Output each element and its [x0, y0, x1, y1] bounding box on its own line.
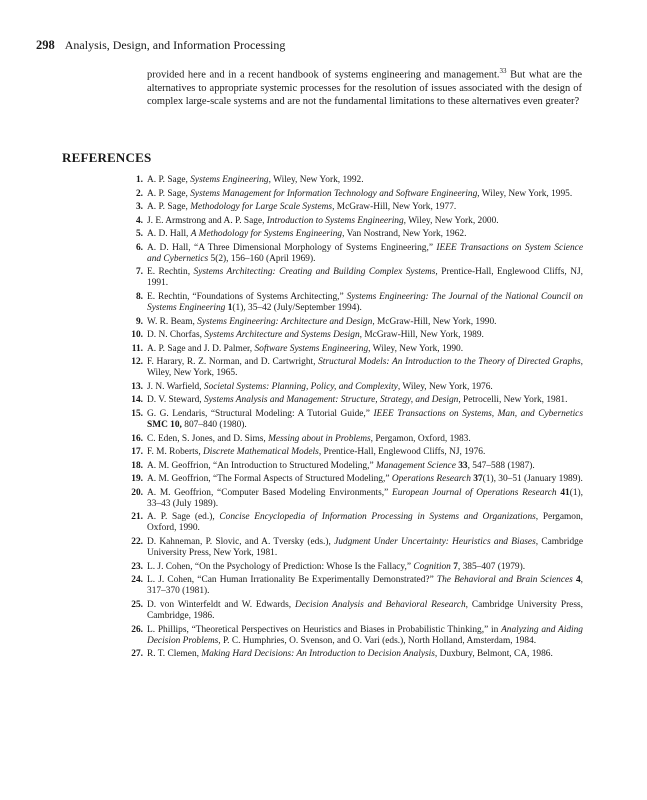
reference-title: Introduction to Systems Engineering — [266, 215, 404, 226]
reference-text: C. Eden, S. Jones, and D. Sims, — [147, 433, 269, 444]
reference-item — [131, 357, 583, 379]
reference-item — [131, 202, 583, 213]
reference-number: 27. — [131, 649, 143, 660]
reference-item — [131, 409, 583, 431]
reference-number: 9. — [135, 316, 143, 327]
reference-item — [131, 330, 583, 341]
reference-number: 23. — [131, 561, 143, 572]
reference-number: 3. — [135, 202, 143, 212]
reference-title: Analyzing and Aiding Decision Problems — [147, 624, 583, 646]
reference-item — [131, 175, 583, 186]
reference-item — [131, 395, 583, 406]
reference-number: 1. — [135, 175, 143, 185]
reference-title: Discrete Mathematical Models — [203, 447, 319, 458]
reference-item — [131, 216, 583, 227]
reference-title: IEEE Transactions on Systems, Man, and Cybernetics — [373, 408, 583, 419]
reference-text: , Petrocelli, New York, 1981. — [458, 395, 568, 406]
reference-number: 10. — [131, 330, 143, 341]
reference-text: D. von Winterfeldt and W. Edwards, — [147, 599, 295, 610]
reference-text: R. T. Clemen, — [147, 649, 202, 660]
reference-text: L. Phillips, “Theoretical Perspectives on Heuristics and Biases in Probabilistic Thinking,” in — [147, 624, 502, 635]
reference-item — [131, 243, 583, 265]
reference-title: Messing about in Problems — [268, 433, 371, 444]
reference-item — [131, 229, 583, 240]
reference-item — [131, 344, 583, 355]
reference-title: Systems Architecture and Systems Design — [204, 330, 360, 341]
reference-title: Systems Engineering — [190, 175, 269, 185]
reference-title: Management Science — [375, 460, 456, 471]
reference-text: E. Rechtin, “Foundations of Systems Architecting,” — [147, 291, 347, 302]
running-title: Analysis, Design, and Information Processing — [64, 38, 286, 52]
reference-title: European Journal of Operations Research — [392, 487, 557, 498]
reference-number: 15. — [131, 408, 143, 419]
reference-text: A. M. Geoffrion, “Computer Based Modeling Environments,” — [147, 487, 392, 498]
reference-number: 22. — [131, 536, 143, 547]
reference-title: The Behavioral and Brain Sciences — [436, 575, 573, 586]
reference-text: , McGraw-Hill, New York, 1989. — [359, 330, 484, 341]
reference-item — [131, 292, 583, 314]
reference-title: Societal Systems: Planning, Policy, and Complexity — [203, 381, 398, 392]
reference-text: (1), 30–51 (January 1989). — [482, 474, 583, 485]
reference-number: 11. — [131, 343, 143, 354]
reference-text: A. M. Geoffrion, “An Introduction to Structured Modeling,” — [147, 460, 376, 471]
reference-volume: 33 — [458, 460, 468, 471]
reference-text: , Wiley, New York, 1992. — [268, 175, 364, 185]
reference-text: A. P. Sage and J. D. Palmer, — [147, 343, 255, 354]
reference-title: Software Systems Engineering — [254, 343, 369, 354]
reference-text: A. P. Sage (ed.), — [147, 512, 220, 523]
reference-text: L. J. Cohen, “On the Psychology of Prediction: Whose Is the Fallacy,” — [147, 561, 414, 572]
reference-text: , Pergamon, Oxford, 1983. — [370, 433, 471, 444]
reference-title: Cognition — [413, 561, 451, 572]
reference-text: L. J. Cohen, “Can Human Irrationality Be Experimentally Demonstrated?” — [147, 575, 437, 586]
reference-text: 807–840 (1980). — [181, 420, 247, 431]
reference-text: , Prentice-Hall, Englewood Cliffs, NJ, 1976. — [318, 447, 486, 458]
reference-item — [131, 267, 583, 289]
reference-item — [131, 382, 583, 393]
reference-text: , P. C. Humphries, O. Svenson, and O. Vari (eds.), North Holland, Amsterdam, 1984. — [218, 635, 537, 646]
reference-number: 20. — [131, 487, 143, 498]
reference-title: Making Hard Decisions: An Introduction to Decision Analysis — [201, 649, 435, 660]
reference-number: 21. — [131, 512, 143, 523]
reference-number: 26. — [131, 624, 143, 635]
reference-title: Systems Management for Information Technology and Software Engineering — [190, 188, 478, 199]
reference-text: F. M. Roberts, — [147, 447, 204, 458]
reference-volume: 7 — [453, 561, 458, 572]
reference-text: A. P. Sage, — [147, 188, 191, 199]
reference-text: W. R. Beam, — [147, 316, 198, 327]
reference-title: IEEE Transactions on System Science and Cybernetics — [147, 242, 583, 264]
reference-title: Structural Models: An Introduction to the Theory of Directed Graphs — [318, 357, 581, 368]
reference-text: G. G. Lendaris, “Structural Modeling: A Tutorial Guide,” — [147, 408, 374, 419]
reference-text: , Wiley, New York, 1990. — [368, 343, 464, 354]
reference-title: Concise Encyclopedia of Information Processing in Systems and Organizations — [219, 512, 536, 523]
reference-item — [131, 488, 583, 510]
reference-text: , Wiley, New York, 2000. — [403, 215, 499, 226]
reference-number: 17. — [131, 447, 143, 458]
reference-text: A. M. Geoffrion, “The Formal Aspects of Structured Modeling,” — [147, 474, 392, 485]
running-header — [36, 38, 285, 53]
reference-text: E. Rechtin, — [147, 267, 194, 278]
page-number: 298 — [36, 38, 55, 52]
reference-title: Judgment Under Uncertainty: Heuristics and Biases — [334, 536, 536, 547]
reference-text: , Van Nostrand, New York, 1962. — [342, 229, 467, 239]
reference-text: A. D. Hall, — [147, 229, 191, 239]
reference-text: (1), 35–42 (July/September 1994). — [232, 303, 362, 314]
reference-title: Methodology for Large Scale Systems — [190, 202, 333, 212]
reference-title: Systems Engineering: Architecture and Design — [197, 316, 373, 327]
reference-text: , McGraw-Hill, New York, 1990. — [372, 316, 497, 327]
reference-item — [131, 461, 583, 472]
reference-text: 5(2), 156–160 (April 1969). — [208, 253, 316, 264]
reference-number: 25. — [131, 599, 143, 610]
reference-text: , Duxbury, Belmont, CA, 1986. — [434, 649, 553, 660]
reference-text: J. E. Armstrong and A. P. Sage, — [147, 215, 267, 226]
reference-number: 16. — [131, 433, 143, 444]
reference-item — [131, 562, 583, 573]
reference-number: 19. — [131, 474, 143, 485]
intro-paragraph — [147, 65, 582, 108]
reference-list — [131, 175, 583, 663]
reference-item — [131, 575, 583, 597]
reference-number: 14. — [131, 395, 143, 406]
reference-text: , Prentice-Hall, Englewood Cliffs, NJ, 1991. — [147, 267, 583, 289]
reference-item — [131, 447, 583, 458]
reference-text: D. N. Chorfas, — [147, 330, 205, 341]
reference-item — [131, 649, 583, 660]
reference-number: 7. — [135, 267, 143, 278]
reference-number: 18. — [131, 460, 143, 471]
reference-text: , Cambridge University Press, Cambridge, 1986. — [147, 599, 583, 622]
reference-title: Systems Engineering: The Journal of the National Council on Systems Engineering — [147, 291, 583, 314]
reference-item — [131, 434, 583, 445]
reference-text: , Pergamon, Oxford, 1990. — [147, 512, 584, 534]
references-heading: REFERENCES — [62, 150, 152, 165]
reference-item — [131, 189, 583, 200]
reference-number: 13. — [131, 381, 143, 392]
intro-text: provided here and in a recent handbook of systems engineering and management. — [147, 69, 500, 81]
reference-title: Systems Analysis and Management: Structure, Strategy, and Design — [203, 395, 459, 406]
reference-item — [131, 625, 583, 647]
footnote-marker: 33 — [499, 67, 507, 75]
reference-item — [131, 317, 583, 328]
reference-volume: SMC 10, — [147, 420, 182, 431]
reference-text: , McGraw-Hill, New York, 1977. — [332, 202, 457, 212]
reference-text: A. D. Hall, “A Three Dimensional Morphology of Systems Engineering,” — [147, 242, 437, 253]
reference-text: , 317–370 (1981). — [147, 575, 583, 597]
reference-text: , 385–407 (1979). — [457, 561, 526, 572]
reference-item — [131, 474, 583, 485]
reference-text: , Wiley, New York, 1976. — [397, 381, 493, 392]
reference-number: 8. — [135, 291, 143, 302]
reference-title: Systems Architecting: Creating and Building Complex Systems — [193, 267, 436, 278]
reference-item — [131, 537, 583, 559]
reference-text: (1), 33–43 (July 1989). — [147, 487, 583, 509]
reference-text: A. P. Sage, — [147, 202, 191, 212]
reference-volume: 37 — [473, 474, 483, 485]
reference-title: Decision Analysis and Behavioral Research — [294, 599, 466, 610]
reference-text: F. Harary, R. Z. Norman, and D. Cartwright, — [147, 357, 319, 368]
reference-text: D. Kahneman, P. Slovic, and A. Tversky (eds.), — [147, 536, 335, 547]
reference-text: D. V. Steward, — [147, 395, 204, 406]
reference-number: 24. — [131, 575, 143, 586]
reference-item — [131, 512, 583, 534]
reference-title: A Methodology for Systems Engineering — [190, 229, 343, 239]
reference-volume: 41 — [560, 487, 570, 498]
intro-text-continued: But what are the alternatives to appropriate systemic processes for the resolution of issues associated with the design of complex large-scale systems and are not the fundamental limitations to these alternatives even greater? — [147, 69, 582, 107]
reference-number: 12. — [131, 357, 143, 368]
reference-text: , Wiley, New York, 1965. — [147, 357, 583, 379]
reference-number: 4. — [135, 215, 143, 226]
reference-text: , Wiley, New York, 1995. — [477, 188, 573, 199]
reference-item — [131, 600, 583, 622]
reference-title: Operations Research — [391, 474, 471, 485]
reference-number: 2. — [135, 188, 143, 199]
reference-text: J. N. Warfield, — [147, 381, 204, 392]
reference-text: , Cambridge University Press, New York, 1981. — [147, 536, 583, 559]
reference-volume: 1 — [227, 303, 233, 314]
reference-text: , 547–588 (1987). — [467, 460, 535, 471]
reference-volume: 4 — [575, 575, 581, 586]
reference-text: A. P. Sage, — [147, 175, 191, 185]
reference-number: 6. — [135, 242, 143, 253]
reference-number: 5. — [135, 229, 143, 239]
